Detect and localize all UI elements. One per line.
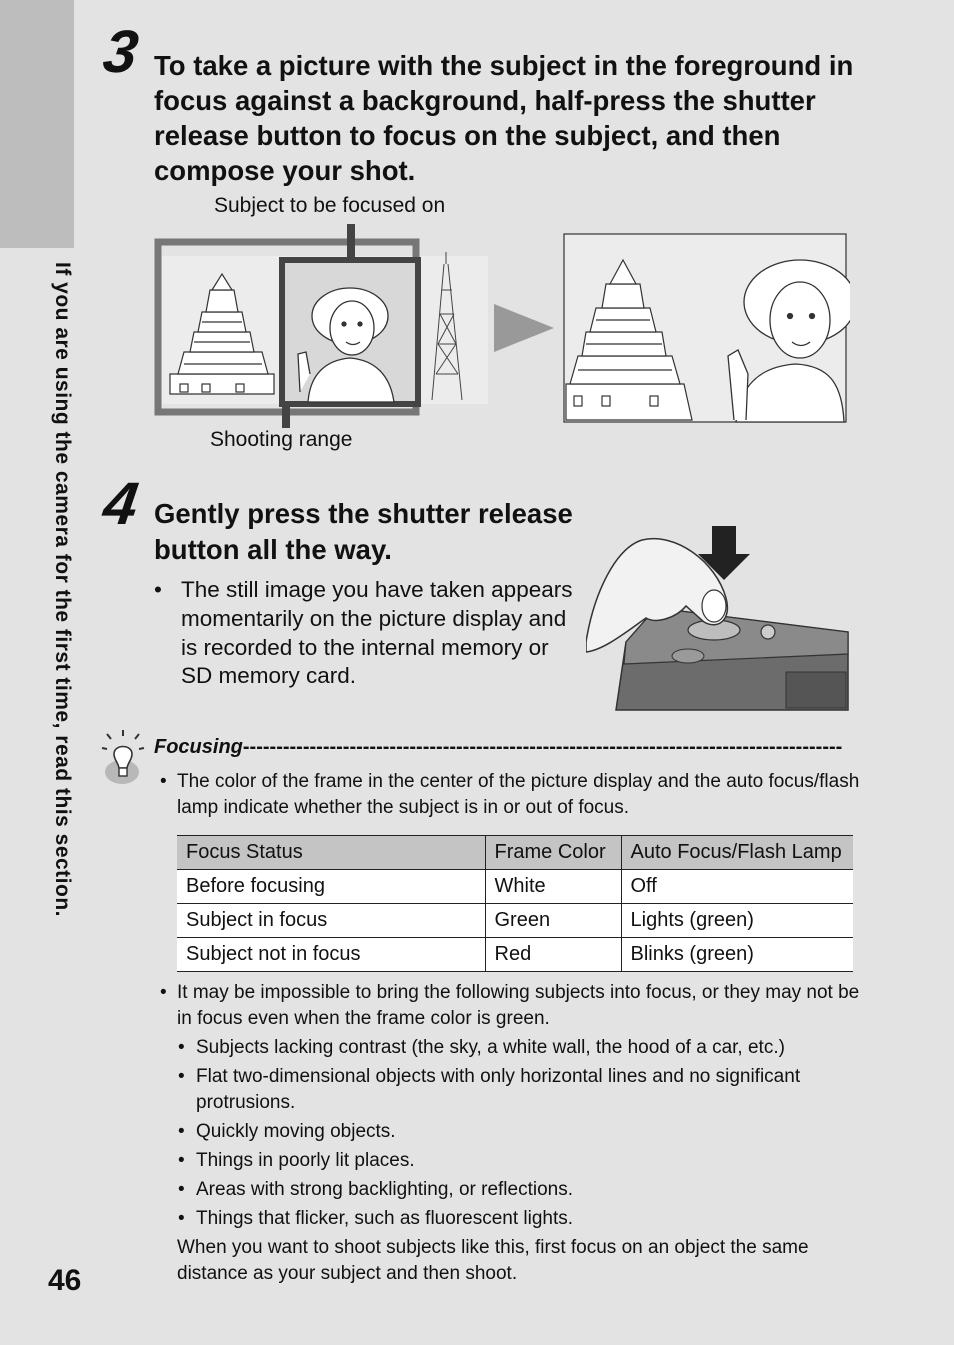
list-item-text: Subjects lacking contrast (the sky, a white wall, the hood of a car, etc.)	[196, 1037, 785, 1058]
step4-title: Gently press the shutter release button all the way.	[154, 498, 573, 565]
table-cell: Red	[485, 938, 621, 972]
step4-bullet	[154, 576, 574, 691]
table-header: Focus Status	[177, 836, 485, 870]
heading-rule: ------------------------------------------------------------------------------------------	[242, 736, 843, 758]
table-header-row	[177, 836, 853, 870]
lightbulb-icon	[100, 730, 146, 784]
page-number: 46	[48, 1264, 82, 1297]
side-section-label: If you are using the camera for the first time, read this section.	[51, 262, 74, 917]
bullet-dot: •	[154, 577, 162, 602]
focusing-intro-text: The color of the frame in the center of the picture display and the auto focus/flash lamp indicate whether the subject is in or out of focus.	[177, 771, 860, 818]
table-cell: Green	[485, 904, 621, 938]
list-item-text: Areas with strong backlighting, or reflections.	[196, 1179, 574, 1200]
table-header: Frame Color	[485, 836, 621, 870]
bullet-dot: •	[178, 1066, 185, 1087]
list-item-text: Flat two-dimensional objects with only horizontal lines and no significant protrusions.	[196, 1066, 801, 1113]
table-cell: Subject in focus	[177, 904, 485, 938]
table-header: Auto Focus/Flash Lamp	[621, 836, 853, 870]
caption-shooting-range: Shooting range	[210, 428, 353, 451]
table-cell: White	[485, 870, 621, 904]
list-item	[178, 1206, 860, 1232]
limitations-intro: It may be impossible to bring the following subjects into focus, or they may not be in focus even when the frame color is green.	[177, 982, 860, 1029]
bullet-dot: •	[160, 771, 167, 792]
table-cell: Off	[621, 870, 853, 904]
step-number-3: 3	[99, 18, 143, 85]
arrow-icon	[494, 304, 554, 352]
bullet-dot: •	[160, 982, 167, 1003]
step4-bullet-text: The still image you have taken appears momentarily on the picture display and is recorded to the internal memory or SD memory card.	[181, 577, 573, 689]
table-cell: Lights (green)	[621, 904, 853, 938]
bullet-dot: •	[178, 1179, 185, 1200]
list-item-text: Quickly moving objects.	[196, 1121, 396, 1142]
focus-limitations	[160, 980, 860, 1287]
list-item	[178, 1148, 860, 1174]
shutter-press-illustration	[586, 522, 850, 712]
table-cell: Before focusing	[177, 870, 485, 904]
list-item-text: Things in poorly lit places.	[196, 1150, 415, 1171]
side-tab	[0, 0, 74, 248]
list-item	[178, 1119, 860, 1145]
list-item	[178, 1064, 860, 1116]
framing-illustration	[150, 224, 850, 430]
step3-title: To take a picture with the subject in the foreground in focus against a background, half-press the shutter release button to focus on the subject, and then compose your shot.	[154, 50, 854, 186]
list-item-text: Things that flicker, such as fluorescent lights.	[196, 1208, 574, 1229]
step-number-4: 4	[99, 470, 143, 537]
bullet-dot: •	[178, 1037, 185, 1058]
table-row	[177, 904, 853, 938]
bullet-dot: •	[178, 1150, 185, 1171]
caption-subject-focused: Subject to be focused on	[214, 194, 446, 217]
focusing-intro	[160, 769, 860, 821]
closing-note: When you want to shoot subjects like this, first focus on an object the same distance as your subject and then shoot.	[177, 1237, 809, 1284]
table-cell: Subject not in focus	[177, 938, 485, 972]
focusing-heading-text: Focusing	[154, 736, 243, 758]
table-row	[177, 938, 853, 972]
list-item	[178, 1035, 860, 1061]
focusing-heading	[154, 736, 854, 764]
bullet-dot: •	[178, 1208, 185, 1229]
table-cell: Blinks (green)	[621, 938, 853, 972]
list-item	[178, 1177, 860, 1203]
table-row	[177, 870, 853, 904]
focus-status-table	[177, 835, 853, 972]
bullet-dot: •	[178, 1121, 185, 1142]
